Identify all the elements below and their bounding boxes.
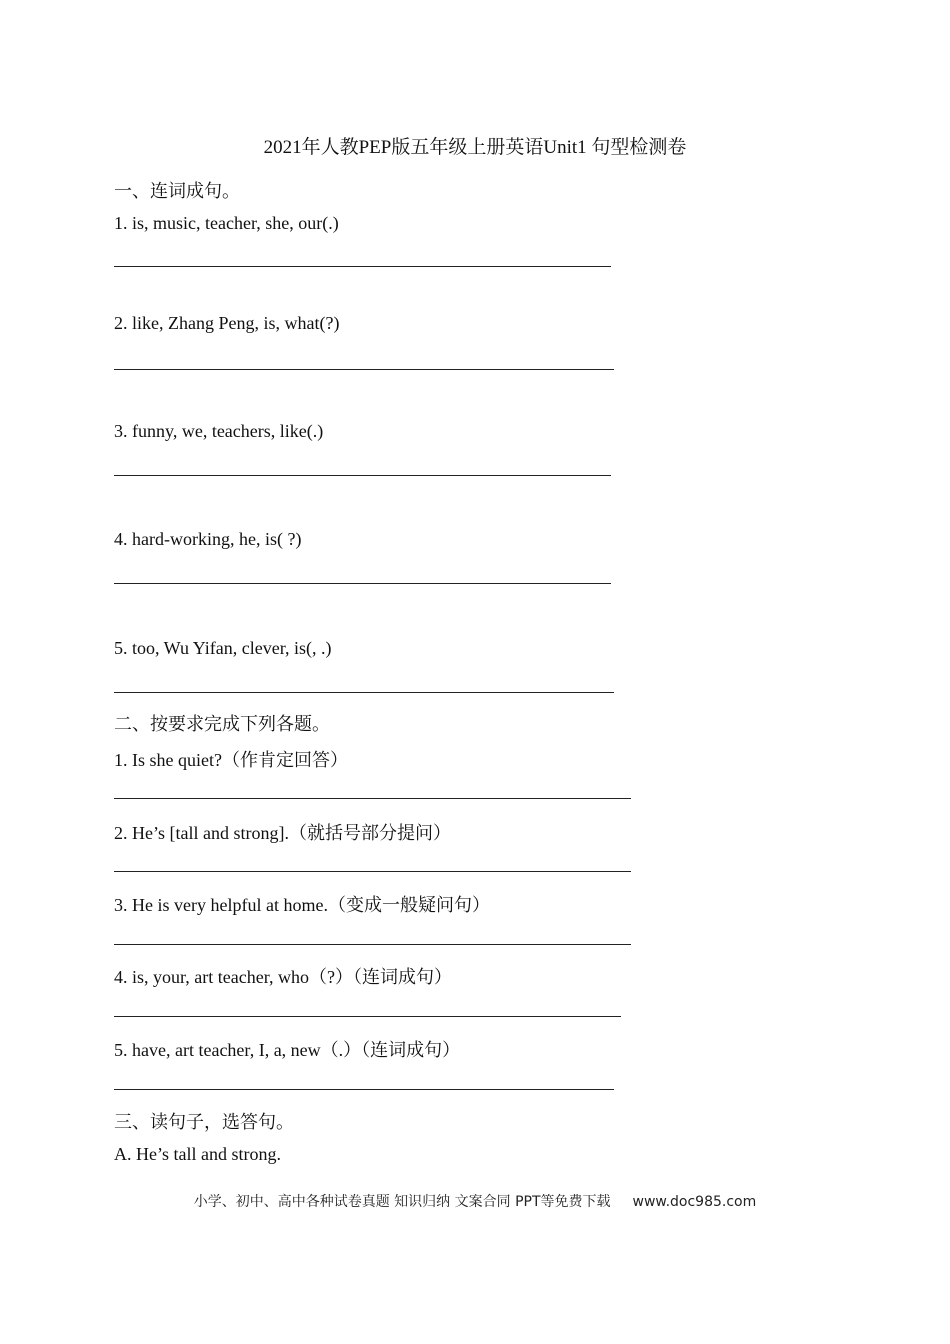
s1-question-5: 5. too, Wu Yifan, clever, is(, .) [114,638,332,658]
footer-url[interactable]: www.doc985.com [632,1194,757,1210]
s1-question-3: 3. funny, we, teachers, like(.) [114,421,324,441]
s2-question-2: 2. He’s [tall and strong].（就括号部分提问） [114,823,451,843]
s2-answer-line-3[interactable] [114,944,631,945]
s1-answer-line-4[interactable] [114,583,611,584]
section-3-heading: 三、读句子，选答句。 [114,1112,294,1132]
s2-answer-line-4[interactable] [114,1016,621,1017]
s2-question-5: 5. have, art teacher, I, a, new（.）（连词成句） [114,1040,461,1060]
s2-question-1: 1. Is she quiet?（作肯定回答） [114,750,348,770]
s1-answer-line-2[interactable] [114,369,614,370]
s1-answer-line-3[interactable] [114,475,611,476]
section-2-heading: 二、按要求完成下列各题。 [114,714,330,734]
s1-answer-line-1[interactable] [114,266,611,267]
s2-answer-line-2[interactable] [114,871,631,872]
s2-answer-line-1[interactable] [114,798,631,799]
footer-text: 小学、初中、高中各种试卷真题 知识归纳 文案合同 PPT等免费下载 [193,1194,611,1210]
s1-question-2: 2. like, Zhang Peng, is, what(?) [114,313,340,333]
s2-question-3: 3. He is very helpful at home.（变成一般疑问句） [114,895,490,915]
s2-answer-line-5[interactable] [114,1089,614,1090]
page-footer [0,1191,950,1211]
page-title: 2021年人教PEP版五年级上册英语Unit1 句型检测卷 [263,137,687,158]
s3-item-a: A. He’s tall and strong. [114,1144,281,1164]
s2-question-4: 4. is, your, art teacher, who（?）（连词成句） [114,967,452,987]
section-1-heading: 一、连词成句。 [114,181,240,201]
s1-question-1: 1. is, music, teacher, she, our(.) [114,213,339,233]
s1-answer-line-5[interactable] [114,692,614,693]
s1-question-4: 4. hard-working, he, is( ?) [114,529,302,549]
